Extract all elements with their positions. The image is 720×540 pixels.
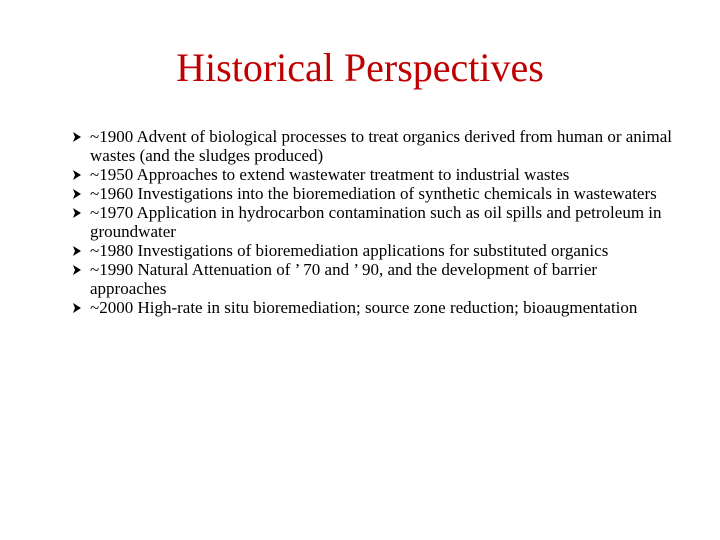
list-item — [72, 241, 672, 260]
bullet-text: ~1990 Natural Attenuation of ’ 70 and ’ 90, and the development of barrier approaches — [90, 260, 598, 298]
bullet-text: ~1950 Approaches to extend wastewater treatment to industrial wastes — [90, 165, 570, 184]
list-item — [72, 298, 672, 317]
list-item — [72, 127, 672, 165]
bullet-text: ~1980 Investigations of bioremediation applications for substituted organics — [90, 241, 609, 260]
bullet-arrow-icon — [72, 131, 82, 143]
list-item — [72, 165, 672, 184]
list-item — [72, 203, 672, 241]
bullet-text: ~2000 High-rate in situ bioremediation; source zone reduction; bioaugmentation — [90, 298, 638, 317]
bullet-list — [72, 127, 672, 317]
bullet-text: ~1900 Advent of biological processes to treat organics derived from human or animal wastes (and the sludges produced) — [90, 127, 673, 165]
slide-title: Historical Perspectives — [176, 45, 544, 90]
list-item — [72, 184, 672, 203]
bullet-text: ~1960 Investigations into the bioremediation of synthetic chemicals in wastewaters — [90, 184, 657, 203]
bullet-text: ~1970 Application in hydrocarbon contamination such as oil spills and petroleum in groundwater — [90, 203, 662, 241]
bullet-arrow-icon — [72, 264, 82, 276]
bullet-arrow-icon — [72, 188, 82, 200]
list-item — [72, 260, 672, 298]
bullet-arrow-icon — [72, 245, 82, 257]
bullet-arrow-icon — [72, 169, 82, 181]
bullet-arrow-icon — [72, 302, 82, 314]
bullet-arrow-icon — [72, 207, 82, 219]
